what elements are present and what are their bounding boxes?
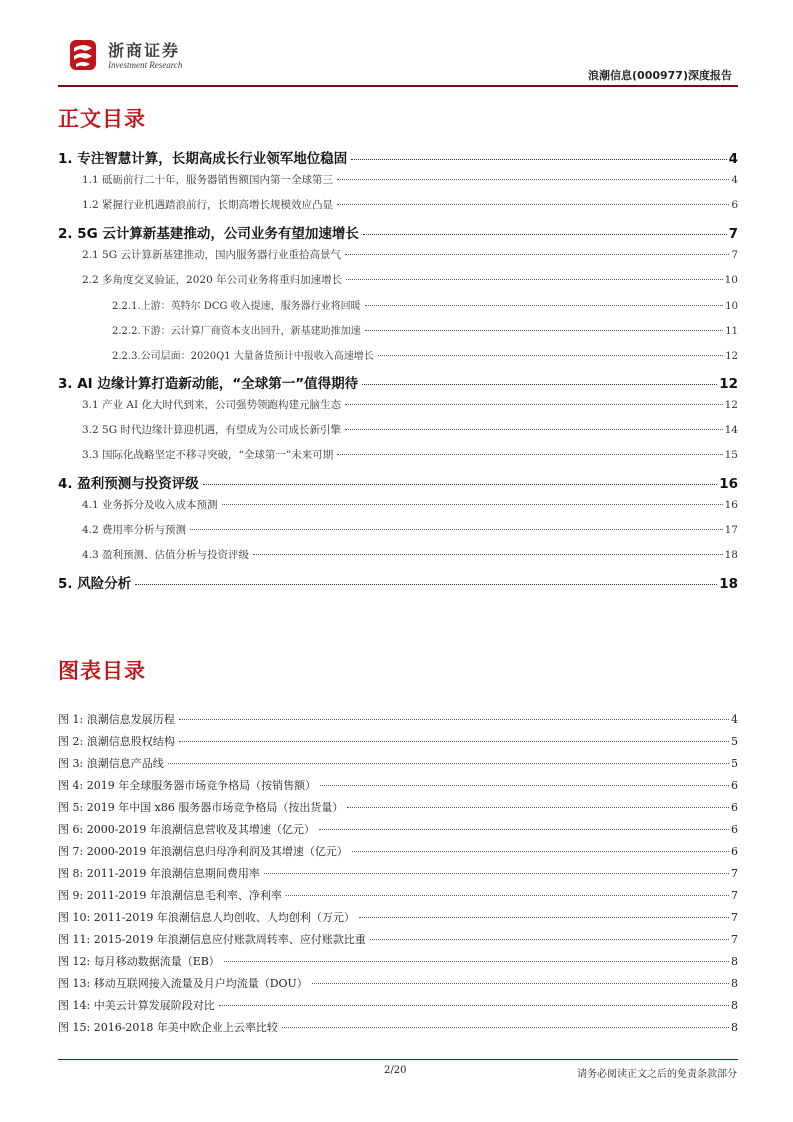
toc-entry-label: 2.2.3.公司层面：2020Q1 大量备货预计中报收入高速增长	[112, 351, 374, 362]
dot-leader	[168, 763, 729, 764]
dot-leader	[345, 254, 729, 255]
figures-list	[58, 711, 738, 1041]
toc-entry-label: 3.1 产业 AI 化大时代到来，公司强势领跑构建元脑生态	[82, 399, 341, 411]
dot-leader	[345, 429, 723, 430]
figure-entry-label: 图 2: 浪潮信息股权结构	[58, 735, 175, 748]
dot-leader	[253, 554, 723, 555]
logo-english-text: Investment Research	[108, 60, 183, 70]
figure-entry[interactable]	[58, 909, 738, 931]
figure-entry-page: 6	[731, 845, 738, 858]
dot-leader	[312, 983, 729, 984]
toc-entry-label: 1.1 砥砺前行二十年，服务器销售额国内第一全球第三	[82, 174, 334, 186]
toc-entry[interactable]	[58, 447, 738, 472]
figure-entry-label: 图 4: 2019 年全球服务器市场竞争格局（按销售额）	[58, 779, 317, 792]
figure-entry-page: 5	[731, 757, 738, 770]
dot-leader	[345, 404, 723, 405]
dot-leader	[286, 895, 729, 896]
toc-entry[interactable]	[58, 547, 738, 572]
toc-entry[interactable]	[58, 197, 738, 222]
dot-leader	[365, 305, 724, 306]
figure-entry-page: 7	[731, 889, 738, 902]
dot-leader	[179, 741, 729, 742]
figure-entry-page: 6	[731, 779, 738, 792]
toc-entry[interactable]	[58, 397, 738, 422]
figure-entry-label: 图 8: 2011-2019 年浪潮信息期间费用率	[58, 867, 260, 880]
figure-entry-label: 图 1: 浪潮信息发展历程	[58, 713, 175, 726]
toc-entry-label: 1. 专注智慧计算，长期高成长行业领军地位稳固	[58, 151, 348, 167]
figure-entry-page: 8	[731, 1021, 738, 1034]
zheshang-logo-icon	[64, 36, 102, 74]
figure-entry-label: 图 11: 2015-2019 年浪潮信息应付账款周转率、应付账款比重	[58, 933, 366, 946]
dot-leader	[346, 279, 723, 280]
toc-entry-page: 16	[719, 476, 738, 492]
toc-entry[interactable]	[58, 497, 738, 522]
figure-entry-page: 7	[731, 911, 738, 924]
figure-entry[interactable]	[58, 887, 738, 909]
toc-entry-page: 12	[724, 399, 738, 411]
dot-leader	[203, 484, 717, 485]
figure-entry-page: 6	[731, 801, 738, 814]
toc-entry-page: 12	[719, 376, 738, 392]
figure-entry[interactable]	[58, 755, 738, 777]
toc-entry-page: 10	[724, 274, 738, 286]
toc-entry[interactable]	[58, 422, 738, 447]
page-header	[58, 34, 738, 88]
figure-entry-page: 8	[731, 955, 738, 968]
figure-entry-page: 4	[731, 713, 738, 726]
toc-entry-label: 4.1 业务拆分及收入成本预测	[82, 499, 218, 511]
dot-leader	[224, 961, 729, 962]
figure-entry[interactable]	[58, 843, 738, 865]
toc-entry[interactable]	[58, 522, 738, 547]
toc-entry-page: 6	[731, 199, 738, 211]
toc-entry-page: 17	[724, 524, 738, 536]
toc-entry-label: 2. 5G 云计算新基建推动，公司业务有望加速增长	[58, 226, 359, 242]
figure-entry[interactable]	[58, 975, 738, 997]
figure-entry-label: 图 14: 中美云计算发展阶段对比	[58, 999, 215, 1012]
company-logo	[64, 34, 224, 80]
dot-leader	[347, 807, 729, 808]
toc-entry-page: 14	[724, 424, 738, 436]
figure-entry-label: 图 13: 移动互联网接入流量及月户均流量（DOU）	[58, 977, 308, 990]
dot-leader	[219, 1005, 729, 1006]
dot-leader	[179, 719, 729, 720]
toc-entry[interactable]	[58, 222, 738, 247]
figure-entry[interactable]	[58, 997, 738, 1019]
toc-entry[interactable]	[58, 372, 738, 397]
toc-entry[interactable]	[58, 247, 738, 272]
figure-entry-page: 7	[731, 867, 738, 880]
toc-entry-label: 2.1 5G 云计算新基建推动，国内服务器行业重拾高景气	[82, 249, 341, 261]
figure-entry-label: 图 9: 2011-2019 年浪潮信息毛利率、净利率	[58, 889, 282, 902]
figure-entry-label: 图 6: 2000-2019 年浪潮信息营收及其增速（亿元）	[58, 823, 315, 836]
toc-entry-label: 4.3 盈利预测、估值分析与投资评级	[82, 549, 250, 561]
toc-entry-label: 2.2.1.上游：英特尔 DCG 收入提速，服务器行业将回暖	[112, 301, 361, 312]
figure-entry-label: 图 3: 浪潮信息产品线	[58, 757, 164, 770]
figures-title: 图表目录	[58, 659, 146, 683]
page-number: 2/20	[384, 1065, 407, 1076]
dot-leader	[337, 179, 729, 180]
dot-leader	[319, 829, 729, 830]
report-title: 浪潮信息(000977)深度报告	[588, 69, 732, 82]
logo-chinese-text: 浙商证券	[108, 41, 181, 60]
dot-leader	[135, 584, 717, 585]
dot-leader	[337, 204, 729, 205]
dot-leader	[362, 384, 717, 385]
figure-entry[interactable]	[58, 799, 738, 821]
toc-list	[58, 147, 738, 597]
figure-entry[interactable]	[58, 711, 738, 733]
footer-divider	[58, 1059, 738, 1060]
toc-entry[interactable]	[58, 272, 738, 297]
dot-leader	[282, 1027, 729, 1028]
toc-entry-page: 18	[724, 549, 738, 561]
toc-entry[interactable]	[58, 572, 738, 597]
toc-entry-label: 4. 盈利预测与投资评级	[58, 476, 199, 492]
dot-leader	[352, 851, 729, 852]
dot-leader	[190, 529, 723, 530]
toc-entry-page: 10	[725, 301, 738, 312]
figure-entry-page: 5	[731, 735, 738, 748]
toc-entry[interactable]	[58, 297, 738, 322]
dot-leader	[351, 159, 726, 160]
figure-entry-page: 6	[731, 823, 738, 836]
toc-entry-page: 15	[724, 449, 738, 461]
figure-entry[interactable]	[58, 1019, 738, 1041]
dot-leader	[222, 504, 723, 505]
dot-leader	[264, 873, 729, 874]
toc-entry-label: 3. AI 边缘计算打造新动能，“全球第一”值得期待	[58, 376, 359, 392]
figure-entry-page: 8	[731, 977, 738, 990]
toc-entry-label: 2.2 多角度交叉验证，2020 年公司业务将重归加速增长	[82, 274, 343, 286]
figure-entry-page: 7	[731, 933, 738, 946]
figure-entry-label: 图 12: 每月移动数据流量（EB）	[58, 955, 220, 968]
toc-entry-page: 16	[724, 499, 738, 511]
figure-entry-label: 图 7: 2000-2019 年浪潮信息归母净利润及其增速（亿元）	[58, 845, 348, 858]
toc-entry-label: 2.2.2.下游：云计算厂商资本支出回升，新基建助推加速	[112, 326, 361, 337]
dot-leader	[365, 330, 724, 331]
toc-entry-label: 3.3 国际化战略坚定不移寻突破，“全球第一”未来可期	[82, 449, 334, 461]
toc-entry-page: 11	[725, 326, 738, 337]
dot-leader	[363, 234, 727, 235]
figure-entry-page: 8	[731, 999, 738, 1012]
figure-entry[interactable]	[58, 865, 738, 887]
toc-entry[interactable]	[58, 472, 738, 497]
toc-entry[interactable]	[58, 322, 738, 347]
toc-entry-page: 7	[731, 249, 738, 261]
toc-entry[interactable]	[58, 172, 738, 197]
dot-leader	[359, 917, 729, 918]
toc-entry-page: 18	[719, 576, 738, 592]
toc-entry-page: 7	[728, 226, 738, 242]
figure-entry[interactable]	[58, 953, 738, 975]
disclaimer-note: 请务必阅读正文之后的免责条款部分	[577, 1069, 737, 1080]
toc-entry-page: 4	[731, 174, 738, 186]
figure-entry[interactable]	[58, 821, 738, 843]
dot-leader	[378, 355, 723, 356]
toc-entry-label: 1.2 紧握行业机遇踏浪前行，长期高增长规模效应凸显	[82, 199, 334, 211]
figure-entry-label: 图 15: 2016-2018 年美中欧企业上云率比较	[58, 1021, 278, 1034]
toc-entry[interactable]	[58, 147, 738, 172]
figure-entry[interactable]	[58, 777, 738, 799]
figure-entry[interactable]	[58, 733, 738, 755]
toc-entry-label: 5. 风险分析	[58, 576, 132, 592]
figure-entry[interactable]	[58, 931, 738, 953]
header-divider	[58, 85, 738, 87]
toc-entry-page: 4	[728, 151, 738, 167]
toc-entry[interactable]	[58, 347, 738, 372]
toc-entry-page: 12	[725, 351, 738, 362]
toc-entry-label: 3.2 5G 时代边缘计算迎机遇，有望成为公司成长新引擎	[82, 424, 341, 436]
toc-title: 正文目录	[58, 107, 146, 131]
toc-entry-label: 4.2 费用率分析与预测	[82, 524, 187, 536]
figure-entry-label: 图 5: 2019 年中国 x86 服务器市场竞争格局（按出货量）	[58, 801, 344, 814]
dot-leader	[370, 939, 729, 940]
dot-leader	[337, 454, 722, 455]
figure-entry-label: 图 10: 2011-2019 年浪潮信息人均创收、人均创利（万元）	[58, 911, 355, 924]
dot-leader	[320, 785, 729, 786]
